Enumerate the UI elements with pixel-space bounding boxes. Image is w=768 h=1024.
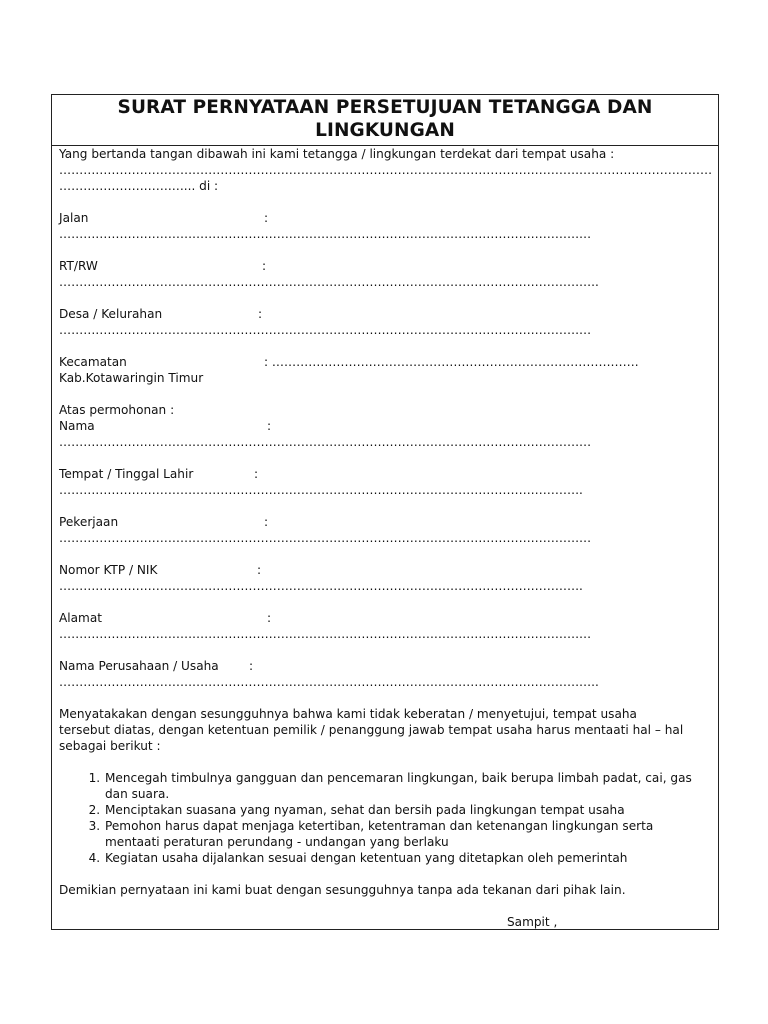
field-colon: : [258,307,263,321]
condition-line-2: dan suara. [105,787,170,801]
conditions-list [59,770,712,866]
field-colon: : [254,467,259,481]
field-alamat [59,610,712,642]
field-rt-rw [59,258,712,290]
field-dots: …………………………………………………………………………………………………………………… [59,227,592,241]
document-body [52,146,718,930]
field-dots: …………………………………………………………………………………………………………………….. [59,275,599,289]
condition-line-1: 3. Pemohon harus dapat menjaga ketertiban, ketentraman dan ketenangan lingkungan serta [105,819,654,833]
field-colon: : [264,515,269,529]
intro-text: Yang bertanda tangan dibawah ini kami tetangga / lingkungan terdekat dari tempat usaha : [59,147,615,161]
document-title [52,95,718,142]
condition-line-1: 2. Menciptakan suasana yang nyaman, sehat dan bersih pada lingkungan tempat usaha [105,803,625,817]
list-item [104,818,712,850]
field-label: Desa / Kelurahan [59,307,163,321]
field-label: Nomor KTP / NIK [59,563,158,577]
condition-line-1: 4. Kegiatan usaha dijalankan sesuai dengan ketentuan yang ditetapkan oleh pemerintah [105,851,628,865]
field-colon: : [267,419,272,433]
field-label: Nama Perusahaan / Usaha [59,659,219,673]
statement-line-1: Menyatakakan dengan sesungguhnya bahwa kami tidak keberatan / menyetujui, tempat usaha [59,707,637,721]
field-label: Nama [59,419,95,433]
field-kecamatan [59,354,712,386]
intro-di: ……………………….…... di : [59,179,219,193]
field-dots: …………………………………………………………………………………………………………………… [59,323,592,337]
document-title-line-1: SURAT PERNYATAAN PERSETUJUAN TETANGGA DAN [117,97,653,118]
field-colon: : [267,611,272,625]
document-title-line-2: LINGKUNGAN [315,120,455,141]
list-item [104,770,712,802]
place-date: Sampit , [507,915,558,929]
closing-text: Demikian pernyataan ini kami buat dengan sesungguhnya tanpa ada tekanan dari pihak lain. [59,883,626,897]
condition-line-2: mentaati peraturan perundang - undangan yang berlaku [105,835,449,849]
document-page [51,94,719,930]
title-box [52,95,718,146]
field-label: RT/RW [59,259,98,273]
field-desa-kelurahan [59,306,712,338]
statement-line-2: tersebut diatas, dengan ketentuan pemilik / penanggung jawab tempat usaha harus mentaati hal – hal [59,723,684,737]
field-colon: : [262,259,267,273]
list-item [104,802,712,818]
intro-dots: ……………………………………………………………………………………………………………………………………………… [59,163,712,177]
field-dots: …………………………………………………………………………………………………………………… [59,531,592,545]
field-dots: …………………………………………………………………………………………………………………… [59,627,592,641]
field-dots: …………………………………………………………………………………………………………………… [59,435,592,449]
field-dots: …………………………………………………………………………………………………………………….. [59,675,599,689]
list-item [104,850,712,866]
field-label: Tempat / Tinggal Lahir [59,467,194,481]
applicant-section [59,402,712,450]
field-dots: …………………………………………………………………………………………………………………. [59,483,583,497]
field-tempat-tanggal-lahir [59,466,712,498]
field-pekerjaan [59,514,712,546]
field-colon: : ………………………………………………………………………………. [264,355,639,369]
field-label: Pekerjaan [59,515,119,529]
field-label: Jalan [59,211,89,225]
field-jalan [59,210,712,242]
field-nomor-ktp [59,562,712,594]
condition-line-1: 1. Mencegah timbulnya gangguan dan pencemaran lingkungan, baik berupa limbah padat, cai, gas [105,771,692,785]
field-label: Kecamatan [59,355,127,369]
field-kabupaten: Kab.Kotawaringin Timur [59,371,204,385]
field-label: Alamat [59,611,102,625]
statement-paragraph [59,706,712,754]
field-nama-perusahaan [59,658,712,690]
applicant-heading: Atas permohonan : [59,403,175,417]
field-colon: : [257,563,262,577]
closing-paragraph [59,882,712,898]
field-colon: : [264,211,269,225]
field-colon: : [249,659,254,673]
field-dots: …………………………………………………………………………………………………………………. [59,579,583,593]
statement-line-3: sebagai berikut : [59,739,161,753]
